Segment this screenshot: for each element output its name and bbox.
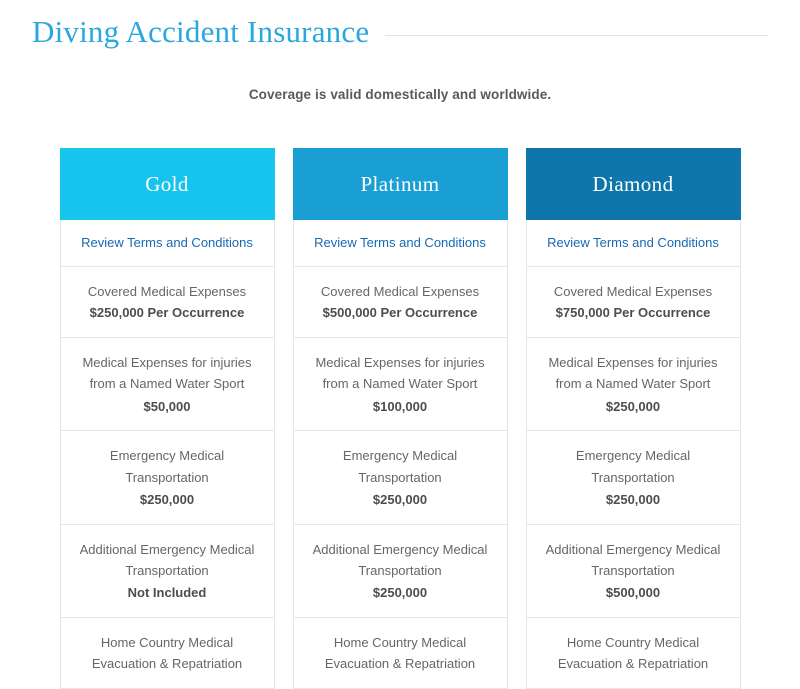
feature-label: Emergency Medical Transportation [109, 448, 225, 485]
feature-row [61, 618, 274, 689]
feature-value: $50,000 [143, 398, 191, 414]
feature-value: $500,000 [605, 585, 661, 601]
feature-label: Home Country Medical Evacuation & Repatriation [91, 634, 243, 672]
feature-label: Emergency Medical Transportation [575, 448, 691, 485]
review-terms-link-gold[interactable]: Review Terms and Conditions [81, 235, 253, 250]
review-terms-link-diamond[interactable]: Review Terms and Conditions [547, 235, 719, 250]
feature-value: $250,000 [605, 492, 661, 508]
feature-row [527, 267, 740, 338]
feature-row [294, 267, 507, 338]
terms-row-diamond [527, 220, 740, 267]
review-terms-link-platinum[interactable]: Review Terms and Conditions [314, 235, 486, 250]
plan-comparison-table [32, 148, 768, 689]
feature-row [61, 338, 274, 431]
feature-value: $750,000 Per Occurrence [555, 305, 711, 321]
feature-label: Additional Emergency Medical Transportation [312, 541, 488, 578]
feature-row [61, 267, 274, 338]
feature-value: $250,000 Per Occurrence [89, 305, 245, 321]
coverage-subtitle: Coverage is valid domestically and worldwide. [248, 87, 552, 102]
plan-body-diamond [526, 220, 741, 689]
feature-value: $250,000 [605, 398, 661, 414]
feature-row [527, 431, 740, 524]
feature-row [527, 618, 740, 689]
plan-name-platinum: Platinum [360, 171, 440, 196]
feature-label: Home Country Medical Evacuation & Repatriation [557, 634, 709, 672]
terms-row-gold [61, 220, 274, 267]
feature-value: Not Included [127, 585, 207, 601]
plan-body-platinum [293, 220, 508, 689]
feature-row [294, 338, 507, 431]
plan-name-diamond: Diamond [592, 171, 674, 196]
page-title: Diving Accident Insurance [32, 14, 370, 49]
feature-label: Home Country Medical Evacuation & Repatriation [324, 634, 476, 672]
feature-value: $250,000 [372, 585, 428, 601]
feature-row [294, 525, 507, 618]
plan-header-diamond [526, 148, 741, 220]
feature-row [61, 525, 274, 618]
feature-label: Medical Expenses for injuries from a Named Water Sport [548, 354, 718, 392]
feature-label: Additional Emergency Medical Transportation [545, 541, 721, 578]
page-header [32, 0, 768, 56]
feature-row [294, 618, 507, 689]
feature-value: $500,000 Per Occurrence [322, 305, 478, 321]
feature-row [527, 525, 740, 618]
feature-value: $250,000 [372, 492, 428, 508]
feature-row [294, 431, 507, 524]
feature-label: Covered Medical Expenses [87, 284, 247, 299]
plan-header-platinum [293, 148, 508, 220]
feature-label: Additional Emergency Medical Transportation [79, 541, 255, 578]
feature-label: Medical Expenses for injuries from a Named Water Sport [82, 354, 252, 392]
feature-label: Covered Medical Expenses [320, 284, 480, 299]
feature-value: $250,000 [139, 492, 195, 508]
feature-row [527, 338, 740, 431]
plan-column-platinum [293, 148, 508, 689]
plan-column-diamond [526, 148, 741, 689]
feature-value: $100,000 [372, 398, 428, 414]
title-divider [385, 35, 768, 36]
plan-body-gold [60, 220, 275, 689]
feature-label: Emergency Medical Transportation [342, 448, 458, 485]
plan-header-gold [60, 148, 275, 220]
plan-name-gold: Gold [145, 171, 189, 196]
feature-label: Medical Expenses for injuries from a Named Water Sport [315, 354, 485, 392]
feature-row [61, 431, 274, 524]
feature-label: Covered Medical Expenses [553, 284, 713, 299]
terms-row-platinum [294, 220, 507, 267]
plan-column-gold [60, 148, 275, 689]
